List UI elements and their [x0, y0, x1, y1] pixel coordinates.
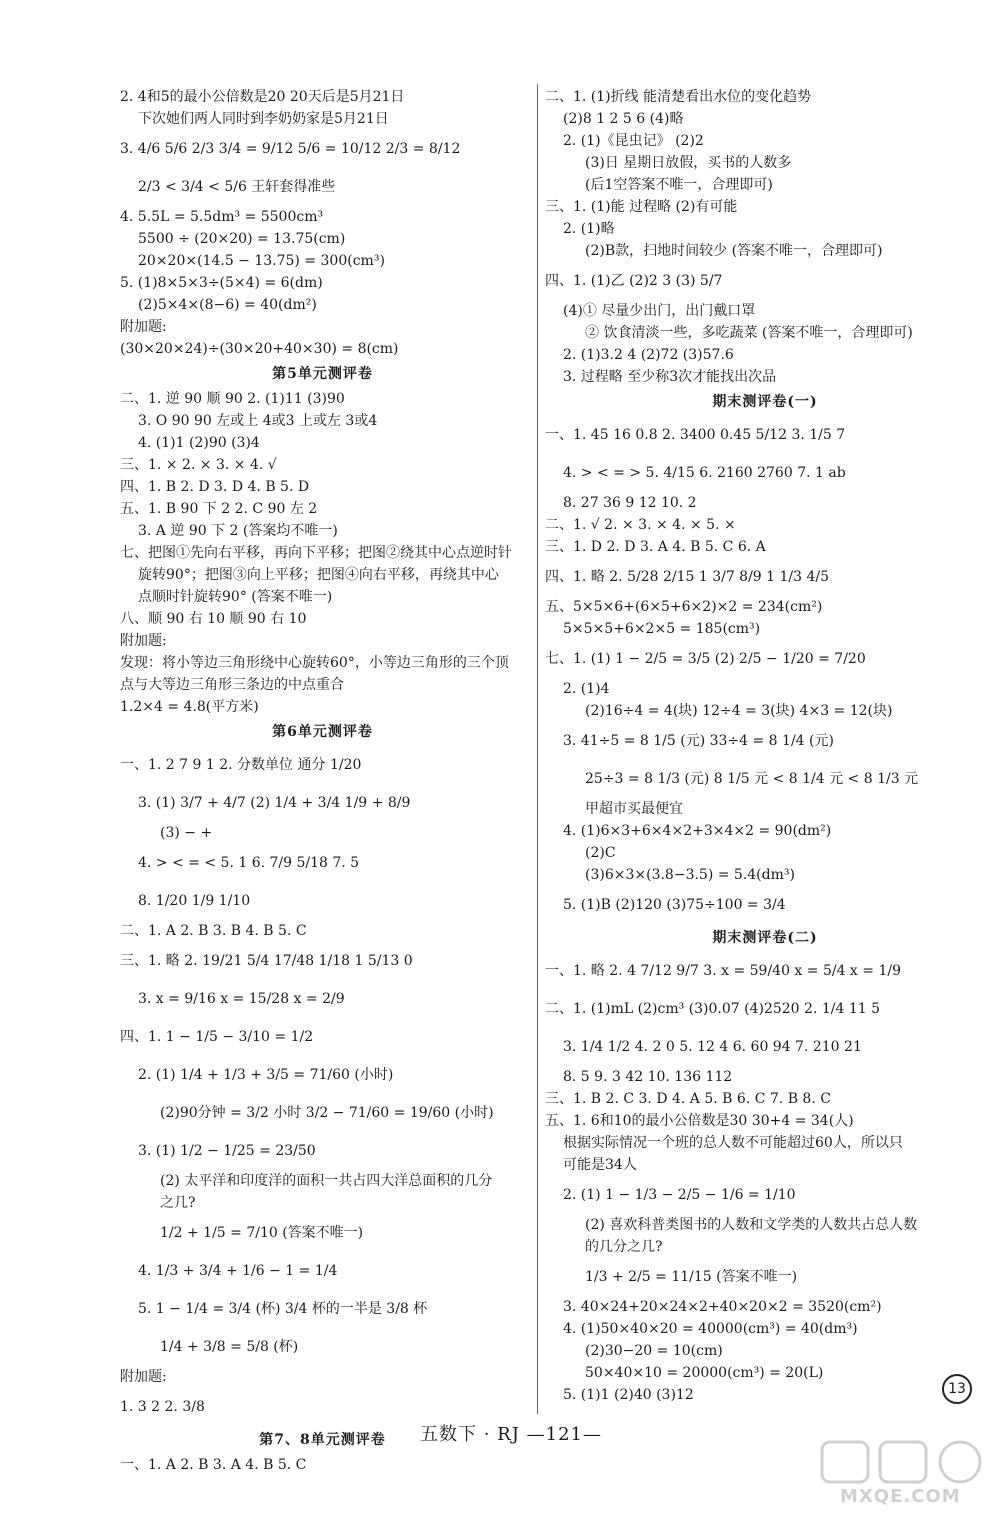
- answer-line: (2)5×4×(8−6) = 40(dm²): [138, 297, 317, 313]
- answer-line: 五、1. B 90 下 2 2. C 90 左 2: [120, 501, 318, 517]
- answer-line: 3. A 逆 90 下 2 (答案均不唯一): [138, 523, 338, 539]
- answer-line: 20×20×(14.5 − 13.75) = 300(cm³): [138, 253, 385, 269]
- answer-line: 2. (1)4: [563, 681, 610, 697]
- answer-line: 七、1. (1) 1 − 2/5 = 3/5 (2) 2/5 − 1/20 = 7/20: [545, 651, 866, 667]
- column-divider: [537, 84, 538, 1414]
- answer-line: 4. 5.5L = 5.5dm³ = 5500cm³: [120, 209, 324, 225]
- answer-line: 之几?: [160, 1195, 196, 1211]
- answer-line: 8. 1/20 1/9 1/10: [138, 893, 251, 909]
- answer-line: 三、1. × 2. × 3. × 4. √: [120, 457, 277, 473]
- answer-line: 附加题:: [120, 1369, 167, 1385]
- answer-line: 二、1. (1)折线 能清楚看出水位的变化趋势: [545, 89, 812, 105]
- answer-line: (2)C: [585, 845, 616, 861]
- answer-line: 点顺时针旋转90° (答案不唯一): [138, 589, 333, 605]
- circled-page-number: 13: [942, 1374, 972, 1404]
- answer-line: 3. (1) 1/2 − 1/25 = 23/50: [138, 1143, 316, 1159]
- answer-line: 三、1. 略 2. 19/21 5/4 17/48 1/18 1 5/13 0: [120, 953, 413, 969]
- answer-line: 八、顺 90 右 10 顺 90 右 10: [120, 611, 307, 627]
- answer-line: (3)日 星期日放假，买书的人数多: [585, 155, 792, 171]
- answer-line: 1. 3 2 2. 3/8: [120, 1399, 205, 1415]
- answer-line: 3. O 90 90 左或上 4或3 上或左 3或4: [138, 413, 378, 429]
- answer-line: 发现：将小等边三角形绕中心旋转60°，小等边三角形的三个顶: [120, 655, 509, 671]
- answer-line: 3. 1/4 1/2 4. 2 0 5. 12 4 6. 60 94 7. 210 21: [563, 1039, 862, 1055]
- answer-line: 附加题:: [120, 319, 167, 335]
- answer-line: 1/4 + 3/8 = 5/8 (杯): [160, 1339, 299, 1355]
- answer-line: 四、1. (1)乙 (2)2 3 (3) 5/7: [545, 273, 723, 289]
- answer-line: 七、把图①先向右平移，再向下平移；把图②绕其中心点逆时针: [120, 545, 512, 561]
- answer-line: (2)B款，扫地时间较少 (答案不唯一，合理即可): [585, 243, 883, 259]
- right-column: [545, 86, 985, 1406]
- watermark-icon: [820, 1440, 990, 1486]
- answer-line: 8. 27 36 9 12 10. 2: [563, 495, 697, 511]
- answer-line: 2. 4和5的最小公倍数是20 20天后是5月21日: [120, 89, 405, 105]
- answer-line: 2. (1)略: [563, 221, 615, 237]
- answer-line: 附加题:: [120, 633, 167, 649]
- answer-line: 1/2 + 1/5 = 7/10 (答案不唯一): [160, 1225, 364, 1241]
- section-heading: 第7、8单元测评卷: [259, 1432, 386, 1448]
- answer-line: 25÷3 = 8 1/3 (元) 8 1/5 元 < 8 1/4 元 < 8 1/3 元: [585, 771, 919, 787]
- answer-line: 4. 1/3 + 3/4 + 1/6 − 1 = 1/4: [138, 1263, 338, 1279]
- section-heading: 第6单元测评卷: [272, 724, 373, 740]
- answer-line: 3. 4/6 5/6 2/3 3/4 = 9/12 5/6 = 10/12 2/3 = 8/12: [120, 141, 461, 157]
- answer-line: (3) − +: [160, 825, 213, 841]
- answer-line: 3. 41÷5 = 8 1/5 (元) 33÷4 = 8 1/4 (元): [563, 733, 834, 749]
- answer-line: 三、1. B 2. C 3. D 4. A 5. B 6. C 7. B 8. C: [545, 1091, 831, 1107]
- answer-line: 2. (1) 1 − 1/3 − 2/5 − 1/6 = 1/10: [563, 1187, 796, 1203]
- answer-line: 4. (1)6×3+6×4×2+3×4×2 = 90(dm²): [563, 823, 832, 839]
- answer-line: 一、1. A 2. B 3. A 4. B 5. C: [120, 1457, 307, 1473]
- answer-line: (2)8 1 2 5 6 (4)略: [563, 111, 684, 127]
- answer-line: 一、1. 略 2. 4 7/12 9/7 3. x = 59/40 x = 5/4 x = 1/9: [545, 963, 901, 979]
- answer-line: 一、1. 45 16 0.8 2. 3400 0.45 5/12 3. 1/5 7: [545, 427, 846, 443]
- answer-line: 一、1. 2 7 9 1 2. 分数单位 通分 1/20: [120, 757, 362, 773]
- answer-line: 二、1. √ 2. × 3. × 4. × 5. ×: [545, 517, 736, 533]
- answer-line: (30×20×24)÷(30×20+40×30) = 8(cm): [120, 341, 399, 357]
- answer-line: ② 饮食清淡一些，多吃蔬菜 (答案不唯一，合理即可): [585, 325, 913, 341]
- answer-line: 5500 ÷ (20×20) = 13.75(cm): [138, 231, 346, 247]
- answer-line: 五、5×5×6+(6×5+6×2)×2 = 234(cm²): [545, 599, 823, 615]
- answer-line: 1/3 + 2/5 = 11/15 (答案不唯一): [585, 1269, 798, 1285]
- answer-line: 5. (1)B (2)120 (3)75÷100 = 3/4: [563, 897, 786, 913]
- answer-line: 四、1. B 2. D 3. D 4. B 5. D: [120, 479, 310, 495]
- answer-line: 三、1. D 2. D 3. A 4. B 5. C 6. A: [545, 539, 766, 555]
- answer-line: 5×5×5+6×2×5 = 185(cm³): [563, 621, 761, 637]
- answer-line: 2. (1) 1/4 + 1/3 + 3/5 = 71/60 (小时): [138, 1067, 394, 1083]
- answer-line: (4)① 尽量少出门，出门戴口罩: [563, 303, 756, 319]
- answer-line: (2) 喜欢科普类图书的人数和文学类的人数共占总人数: [585, 1217, 918, 1233]
- answer-line: (3)6×3×(3.8−3.5) = 5.4(dm³): [585, 867, 795, 883]
- answer-line: 8. 5 9. 3 42 10. 136 112: [563, 1069, 733, 1085]
- section-heading: 期末测评卷(二): [712, 930, 818, 946]
- answer-line: 四、1. 1 − 1/5 − 3/10 = 1/2: [120, 1029, 314, 1045]
- answer-line: 50×40×10 = 20000(cm³) = 20(L): [585, 1365, 824, 1381]
- answer-line: 3. 40×24+20×24×2+40×20×2 = 3520(cm²): [563, 1299, 882, 1315]
- answer-line: 3. (1) 3/7 + 4/7 (2) 1/4 + 3/4 1/9 + 8/9: [138, 795, 411, 811]
- section-heading: 第5单元测评卷: [272, 366, 373, 382]
- answer-line: (后1空答案不唯一，合理即可): [585, 177, 773, 193]
- answer-line: 4. (1)1 (2)90 (3)4: [138, 435, 260, 451]
- answer-line: 二、1. (1)mL (2)cm³ (3)0.07 (4)2520 2. 1/4 11 5: [545, 1001, 880, 1017]
- answer-line: 2. (1)《昆虫记》 (2)2: [563, 133, 704, 149]
- answer-line: 5. 1 − 1/4 = 3/4 (杯) 3/4 杯的一半是 3/8 杯: [138, 1301, 428, 1317]
- watermark-logo: [820, 1440, 990, 1510]
- answer-line: 五、1. 6和10的最小公倍数是30 30+4 = 34(人): [545, 1113, 854, 1129]
- answer-line: 可能是34人: [563, 1157, 637, 1173]
- answer-line: 甲超市买最便宜: [585, 801, 683, 817]
- answer-line: 二、1. A 2. B 3. B 4. B 5. C: [120, 923, 307, 939]
- answer-line: (2)16÷4 = 4(块) 12÷4 = 3(块) 4×3 = 12(块): [585, 703, 893, 719]
- answer-line: 3. 过程略 至少称3次才能找出次品: [563, 369, 777, 385]
- watermark-url: MXQE.COM: [840, 1486, 961, 1507]
- answer-line: 根据实际情况一个班的总人数不可能超过60人，所以只: [563, 1135, 903, 1151]
- answer-line: 旋转90°；把图③向上平移；把图④向右平移，再绕其中心: [138, 567, 499, 583]
- answer-line: (2)30−20 = 10(cm): [585, 1343, 723, 1359]
- answer-line: 三、1. (1)能 过程略 (2)有可能: [545, 199, 738, 215]
- answer-line: 5. (1)8×5×3÷(5×4) = 6(dm): [120, 275, 323, 291]
- section-heading: 期末测评卷(一): [712, 394, 818, 410]
- answer-line: 1.2×4 = 4.8(平方米): [120, 699, 259, 715]
- answer-line: 点与大等边三角形三条边的中点重合: [120, 677, 344, 693]
- answer-line: (2) 太平洋和印度洋的面积一共占四大洋总面积的几分: [160, 1173, 493, 1189]
- answer-line: 下次她们两人同时到李奶奶家是5月21日: [138, 111, 389, 127]
- answer-line: 的几分之几?: [585, 1239, 663, 1255]
- answer-line: 二、1. 逆 90 顺 90 2. (1)11 (3)90: [120, 391, 345, 407]
- answer-line: 4. (1)50×40×20 = 40000(cm³) = 40(dm³): [563, 1321, 858, 1337]
- answer-line: 2. (1)3.2 4 (2)72 (3)57.6: [563, 347, 734, 363]
- page-footer: 五数下 · RJ —121—: [420, 1424, 603, 1445]
- answer-line: 3. x = 9/16 x = 15/28 x = 2/9: [138, 991, 345, 1007]
- answer-line: 5. (1)1 (2)40 (3)12: [563, 1387, 694, 1403]
- answer-line: 4. > < = > 5. 4/15 6. 2160 2760 7. 1 ab: [563, 465, 846, 481]
- answer-line: 四、1. 略 2. 5/28 2/15 1 3/7 8/9 1 1/3 4/5: [545, 569, 830, 585]
- answer-line: 2/3 < 3/4 < 5/6 王轩套得准些: [138, 179, 336, 195]
- left-column: [120, 86, 525, 1476]
- answer-line: 4. > < = < 5. 1 6. 7/9 5/18 7. 5: [138, 855, 360, 871]
- answer-line: (2)90分钟 = 3/2 小时 3/2 − 71/60 = 19/60 (小时): [160, 1105, 494, 1121]
